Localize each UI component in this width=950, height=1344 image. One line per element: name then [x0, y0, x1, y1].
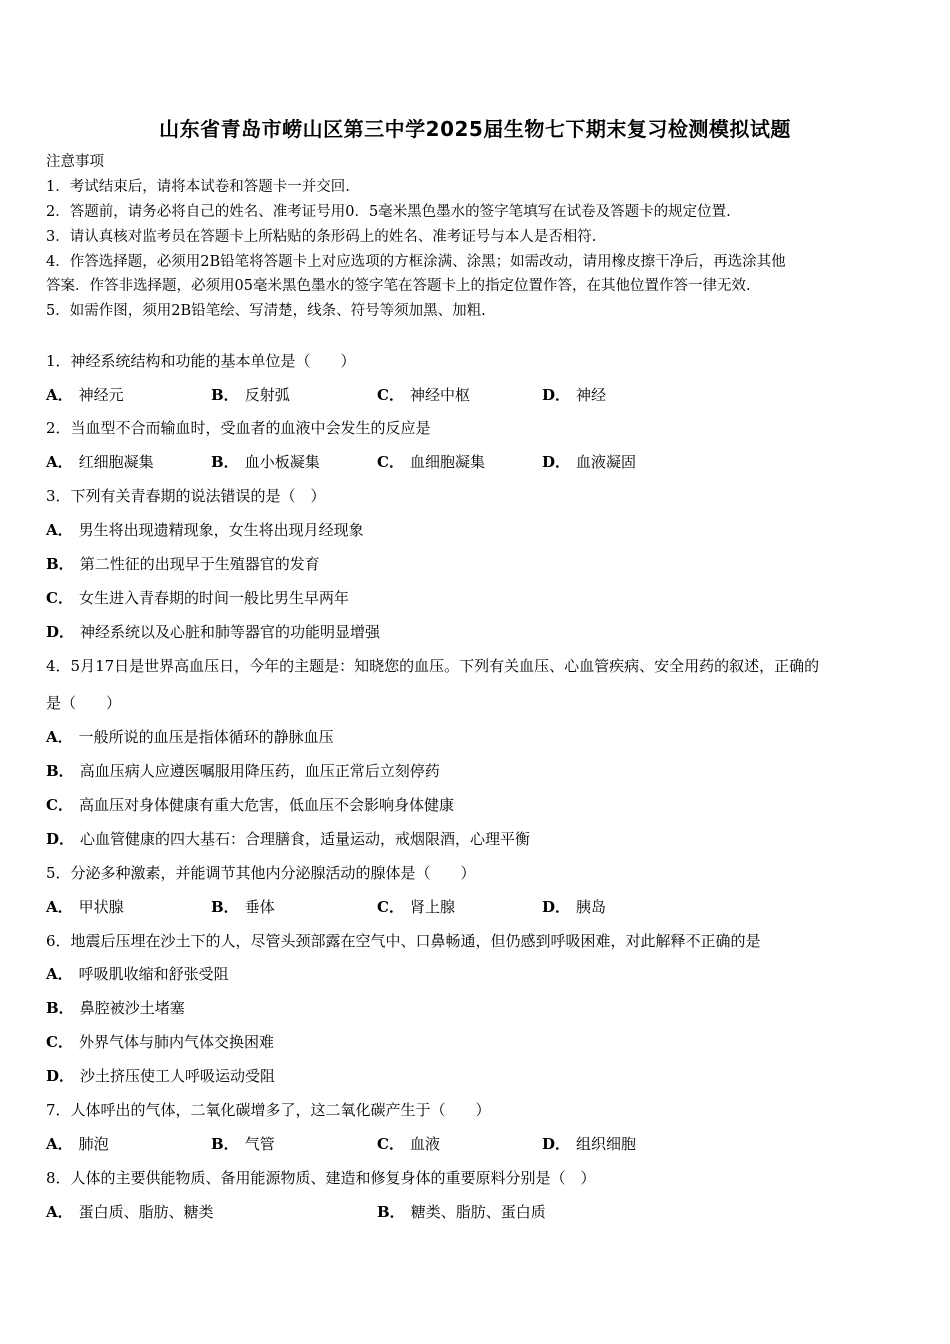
notice-heading: 注意事项	[46, 154, 104, 170]
option-text: 男生将出现遗精现象，女生将出现月经现象	[78, 521, 364, 539]
question-stem-continued: 是（ ）	[46, 694, 122, 712]
option-text: 呼吸肌收缩和舒张受阻	[78, 965, 229, 983]
option-letter: B．	[211, 386, 239, 404]
option-a	[46, 727, 334, 747]
option-c	[46, 795, 454, 815]
option-letter: C．	[377, 898, 404, 916]
option-b	[211, 385, 290, 405]
question-stem: 2．当血型不合而输血时，受血者的血液中会发生的反应是	[46, 419, 431, 437]
option-letter: C．	[377, 453, 404, 471]
option-b	[211, 452, 320, 472]
option-letter: B．	[211, 453, 239, 471]
option-b	[46, 554, 320, 574]
option-c	[377, 385, 470, 405]
option-c	[377, 897, 455, 917]
option-c	[377, 1134, 440, 1154]
option-b	[377, 1202, 546, 1222]
question-stem: 3．下列有关青春期的说法错误的是（ ）	[46, 487, 326, 505]
option-letter: D．	[542, 453, 571, 471]
notice-item: 3．请认真核对监考员在答题卡上所粘贴的条形码上的姓名、准考证号与本人是否相符.	[46, 229, 597, 245]
option-text: 神经中枢	[409, 386, 470, 404]
option-text: 血液凝固	[576, 453, 637, 471]
question-stem: 6．地震后压埋在沙土下的人，尽管头颈部露在空气中、口鼻畅通，但仍感到呼吸困难，对此解释不正确的是	[46, 932, 761, 950]
question-stem: 1．神经系统结构和功能的基本单位是（ ）	[46, 352, 356, 370]
notice-item: 答案．作答非选择题，必须用05毫米黑色墨水的签字笔在答题卡上的指定位置作答，在其他位置作答一律无效.	[46, 278, 751, 294]
option-b	[211, 1134, 275, 1154]
option-text: 神经系统以及心脏和肺等器官的功能明显增强	[80, 623, 381, 641]
option-text: 外界气体与肺内气体交换困难	[78, 1033, 274, 1051]
option-a	[46, 964, 229, 984]
option-text: 红细胞凝集	[78, 453, 154, 471]
notice-item: 5．如需作图，须用2B铅笔绘、写清楚，线条、符号等须加黑、加粗.	[46, 303, 486, 319]
option-text: 一般所说的血压是指体循环的静脉血压	[78, 728, 334, 746]
option-d	[46, 1066, 275, 1086]
option-c	[46, 588, 349, 608]
option-d	[46, 622, 380, 642]
option-letter: D．	[542, 898, 571, 916]
option-letter: D．	[542, 386, 571, 404]
option-a	[46, 385, 124, 405]
option-letter: A．	[46, 1135, 73, 1153]
option-text: 糖类、脂肪、蛋白质	[410, 1203, 546, 1221]
option-d	[542, 385, 606, 405]
option-text: 气管	[244, 1135, 275, 1153]
option-b	[46, 761, 440, 781]
option-text: 第二性征的出现早于生殖器官的发育	[79, 555, 320, 573]
option-letter: C．	[377, 1135, 404, 1153]
option-letter: B．	[211, 1135, 239, 1153]
option-b	[211, 897, 275, 917]
option-c	[46, 1032, 274, 1052]
option-d	[542, 897, 606, 917]
option-letter: C．	[377, 386, 404, 404]
page-title: 山东省青岛市崂山区第三中学2025届生物七下期末复习检测模拟试题	[159, 117, 791, 141]
option-text: 反射弧	[244, 386, 290, 404]
option-text: 血小板凝集	[244, 453, 320, 471]
option-letter: C．	[46, 589, 73, 607]
option-letter: B．	[46, 555, 74, 573]
option-letter: A．	[46, 1203, 73, 1221]
option-a	[46, 452, 154, 472]
option-text: 蛋白质、脂肪、糖类	[78, 1203, 214, 1221]
option-letter: A．	[46, 386, 73, 404]
option-letter: A．	[46, 898, 73, 916]
option-letter: A．	[46, 728, 73, 746]
option-text: 神经元	[78, 386, 124, 404]
option-letter: B．	[211, 898, 239, 916]
option-d	[542, 452, 636, 472]
option-letter: B．	[377, 1203, 405, 1221]
option-d	[542, 1134, 636, 1154]
option-text: 心血管健康的四大基石：合理膳食，适量运动，戒烟限酒，心理平衡	[80, 830, 531, 848]
option-text: 沙土挤压使工人呼吸运动受阻	[80, 1067, 276, 1085]
option-letter: A．	[46, 521, 73, 539]
option-c	[377, 452, 485, 472]
option-text: 神经	[576, 386, 607, 404]
option-a	[46, 1202, 214, 1222]
option-text: 甲状腺	[78, 898, 124, 916]
option-letter: D．	[46, 623, 75, 641]
question-stem: 8．人体的主要供能物质、备用能源物质、建造和修复身体的重要原料分别是（ ）	[46, 1169, 596, 1187]
option-letter: A．	[46, 965, 73, 983]
option-text: 高血压对身体健康有重大危害，低血压不会影响身体健康	[78, 796, 454, 814]
option-letter: B．	[46, 999, 74, 1017]
option-text: 组织细胞	[576, 1135, 637, 1153]
option-letter: D．	[46, 1067, 75, 1085]
option-letter: D．	[46, 830, 75, 848]
question-stem: 4．5月17日是世界高血压日，今年的主题是：知晓您的血压。下列有关血压、心血管疾病、安全用药的叙述，正确的	[46, 657, 820, 675]
option-text: 女生进入青春期的时间一般比男生早两年	[78, 589, 349, 607]
option-a	[46, 520, 364, 540]
notice-item: 2．答题前，请务必将自己的姓名、准考证号用0．5毫米黑色墨水的签字笔填写在试卷及答题卡的规定位置.	[46, 204, 731, 220]
option-b	[46, 998, 185, 1018]
option-text: 血细胞凝集	[409, 453, 485, 471]
notice-item: 4．作答选择题，必须用2B铅笔将答题卡上对应选项的方框涂满、涂黑；如需改动，请用橡皮擦干净后，再选涂其他	[46, 254, 786, 270]
question-stem: 5．分泌多种激素，并能调节其他内分泌腺活动的腺体是（ ）	[46, 864, 476, 882]
option-text: 肺泡	[78, 1135, 109, 1153]
option-a	[46, 1134, 109, 1154]
option-text: 胰岛	[576, 898, 607, 916]
option-d	[46, 829, 530, 849]
notice-item: 1．考试结束后，请将本试卷和答题卡一并交回.	[46, 179, 350, 195]
option-text: 肾上腺	[409, 898, 455, 916]
question-stem: 7．人体呼出的气体，二氧化碳增多了，这二氧化碳产生于（ ）	[46, 1101, 491, 1119]
option-a	[46, 897, 124, 917]
option-letter: D．	[542, 1135, 571, 1153]
option-text: 高血压病人应遵医嘱服用降压药，血压正常后立刻停药	[79, 762, 440, 780]
option-letter: B．	[46, 762, 74, 780]
option-letter: A．	[46, 453, 73, 471]
option-text: 鼻腔被沙土堵塞	[79, 999, 185, 1017]
option-letter: C．	[46, 796, 73, 814]
option-letter: C．	[46, 1033, 73, 1051]
option-text: 血液	[409, 1135, 440, 1153]
option-text: 垂体	[244, 898, 275, 916]
